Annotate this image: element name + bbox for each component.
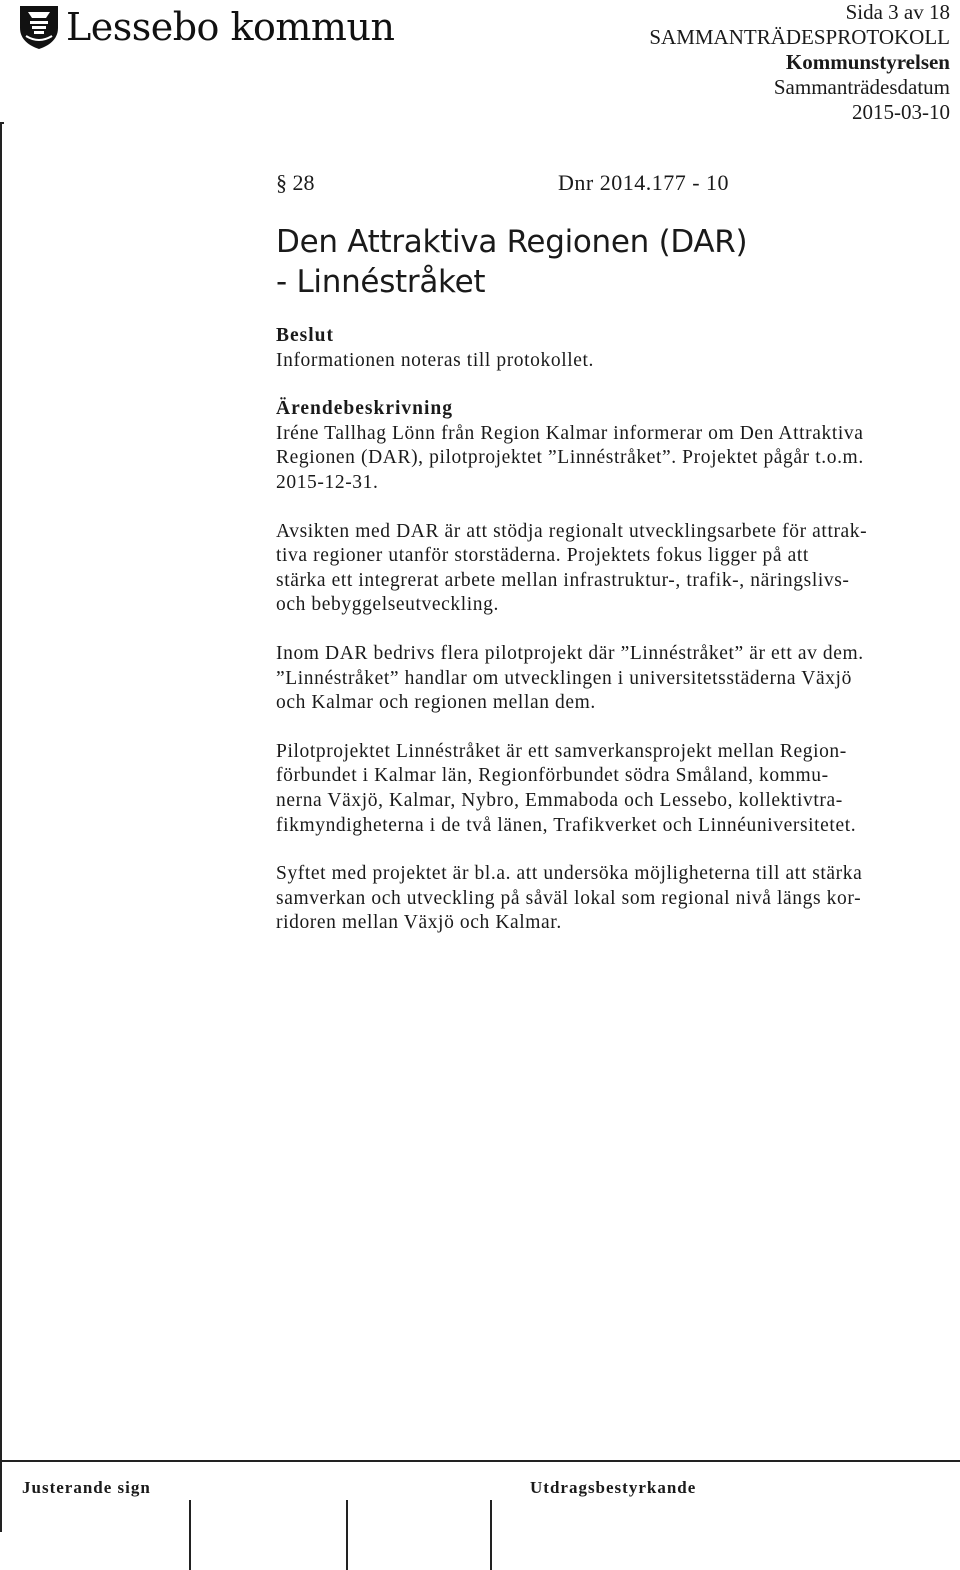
signature-divider [490,1500,492,1570]
meeting-date: 2015-03-10 [852,100,950,124]
page-title [276,222,956,302]
municipality-logo [18,4,394,50]
coat-of-arms-icon [18,4,60,50]
paragraph: Pilotprojektet Linnéstråket är ett samverkansprojekt mellan Region- förbundet i Kalmar län, Regionförbundet södra Småland, kommu- nerna Växjö, Kalmar, Nybro, Emmaboda och Lessebo, kollektivtra- fikmyndigheterna i de två länen, Trafikverket och Linnéuniversitetet. [276,740,857,836]
top-tick-rule [0,122,4,124]
left-margin-rule [0,122,2,1532]
logo-text: Lessebo kommun [66,5,395,49]
paragraph: Avsikten med DAR är att stödja regionalt utvecklingsarbete för attrak- tiva regioner utanför storstäderna. Projektets fokus ligger på att stärka ett integrerat arbete mellan infrastruktur-, trafik-, näringslivs- och bebyggelseutveckling. [276,520,868,616]
signature-divider [189,1500,191,1570]
decision-text: Informationen noteras till protokollet. [276,349,594,371]
minutes-content [276,170,956,936]
title-line: - Linnéstråket [276,264,486,300]
paragraph: Iréne Tallhag Lönn från Region Kalmar informerar om Den Attraktiva Regionen (DAR), pilotprojektet ”Linnéstråket”. Projektet pågår t.o.m. 2015-12-31. [276,422,864,493]
adjuster-signature-label: Justerande sign [22,1478,151,1497]
section-heading [276,170,956,200]
committee-name: Kommunstyrelsen [785,50,950,74]
title-line: Den Attraktiva Regionen (DAR) [276,224,748,260]
registration-number: Dnr 2014.177 - 10 [558,170,730,195]
case-description-heading: Ärendebeskrivning [276,398,453,420]
page-number: Sida 3 av 18 [845,0,950,24]
document-type: SAMMANTRÄDESPROTOKOLL [649,25,950,49]
paragraph-number: § 28 [276,170,315,195]
signature-divider [346,1500,348,1570]
extract-certification-label: Utdragsbestyrkande [530,1478,697,1497]
paragraph: Syftet med projektet är bl.a. att undersöka möjligheterna till att stärka samverkan och utveckling på såväl lokal som regional nivå längs kor- ridoren mellan Växjö och Kalmar. [276,863,863,934]
document-header [649,0,950,125]
meeting-date-label: Sammanträdesdatum [773,75,950,99]
footer-rule [0,1460,960,1462]
decision-heading: Beslut [276,325,335,346]
paragraph: Inom DAR bedrivs flera pilotprojekt där ”Linnéstråket” är ett av dem. ”Linnéstråket” handlar om utvecklingen i universitetsstäderna Växjö och Kalmar och regionen mellan dem. [276,642,864,714]
